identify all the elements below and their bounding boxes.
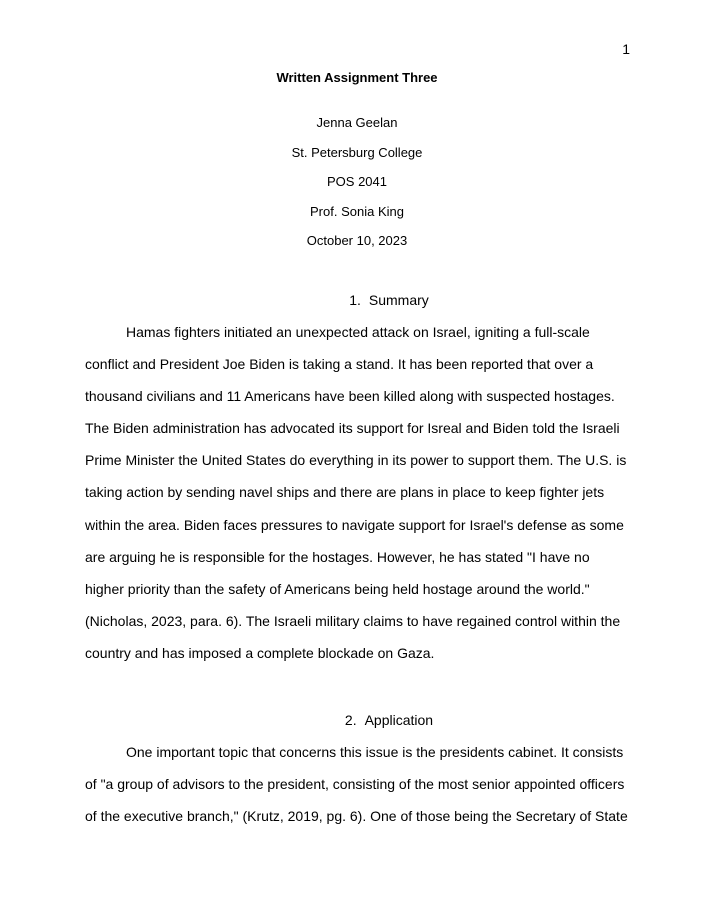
date: October 10, 2023: [306, 233, 408, 248]
paragraph-line: Hamas fighters initiated an unexpected attack on Israel, igniting a full-scale: [126, 324, 590, 340]
paragraph-line: Prime Minister the United States do everything in its power to support them. The U.S. is: [85, 452, 627, 469]
document-title: Written Assignment Three: [276, 70, 438, 85]
page-number: 1: [622, 41, 630, 57]
author-name: Jenna Geelan: [316, 115, 398, 130]
paragraph-line: One important topic that concerns this issue is the presidents cabinet. It consists: [126, 744, 624, 760]
summary-paragraph: [85, 316, 630, 669]
paragraph-line: (Nicholas, 2023, para. 6). The Israeli military claims to have regained control within the: [85, 612, 621, 629]
paragraph-line: of "a group of advisors to the president, consisting of the most senior appointed officers: [85, 776, 625, 793]
paragraph-line: are arguing he is responsible for the hostages. However, he has stated "I have no: [85, 548, 590, 565]
section-heading-summary: [0, 292, 714, 308]
paragraph-line: taking action by sending navel ships and there are plans in place to keep fighter jets: [85, 484, 605, 501]
section-title: Summary: [368, 292, 429, 308]
section-heading-application: [0, 712, 714, 728]
paragraph-line: within the area. Biden faces pressures to navigate support for Israel's defense as some: [85, 516, 624, 533]
paragraph-line: higher priority than the safety of Americans being held hostage around the world.": [85, 580, 590, 597]
course-code: POS 2041: [327, 174, 387, 189]
application-paragraph: [85, 736, 630, 832]
section-title: Application: [364, 712, 434, 728]
institution: St. Petersburg College: [291, 144, 423, 160]
professor: Prof. Sonia King: [310, 203, 404, 219]
section-number: 1.: [349, 292, 361, 308]
paragraph-line: The Biden administration has advocated its support for Isreal and Biden told the Israeli: [85, 420, 620, 437]
section-number: 2.: [344, 712, 357, 728]
paragraph-line: country and has imposed a complete blockade on Gaza.: [85, 644, 435, 661]
paragraph-line: of the executive branch," (Krutz, 2019, pg. 6). One of those being the Secretary of State: [85, 808, 628, 825]
paragraph-line: conflict and President Joe Biden is taking a stand. It has been reported that over a: [85, 356, 594, 373]
paragraph-line: thousand civilians and 11 Americans have been killed along with suspected hostages.: [85, 388, 615, 405]
author-block: [0, 114, 714, 262]
